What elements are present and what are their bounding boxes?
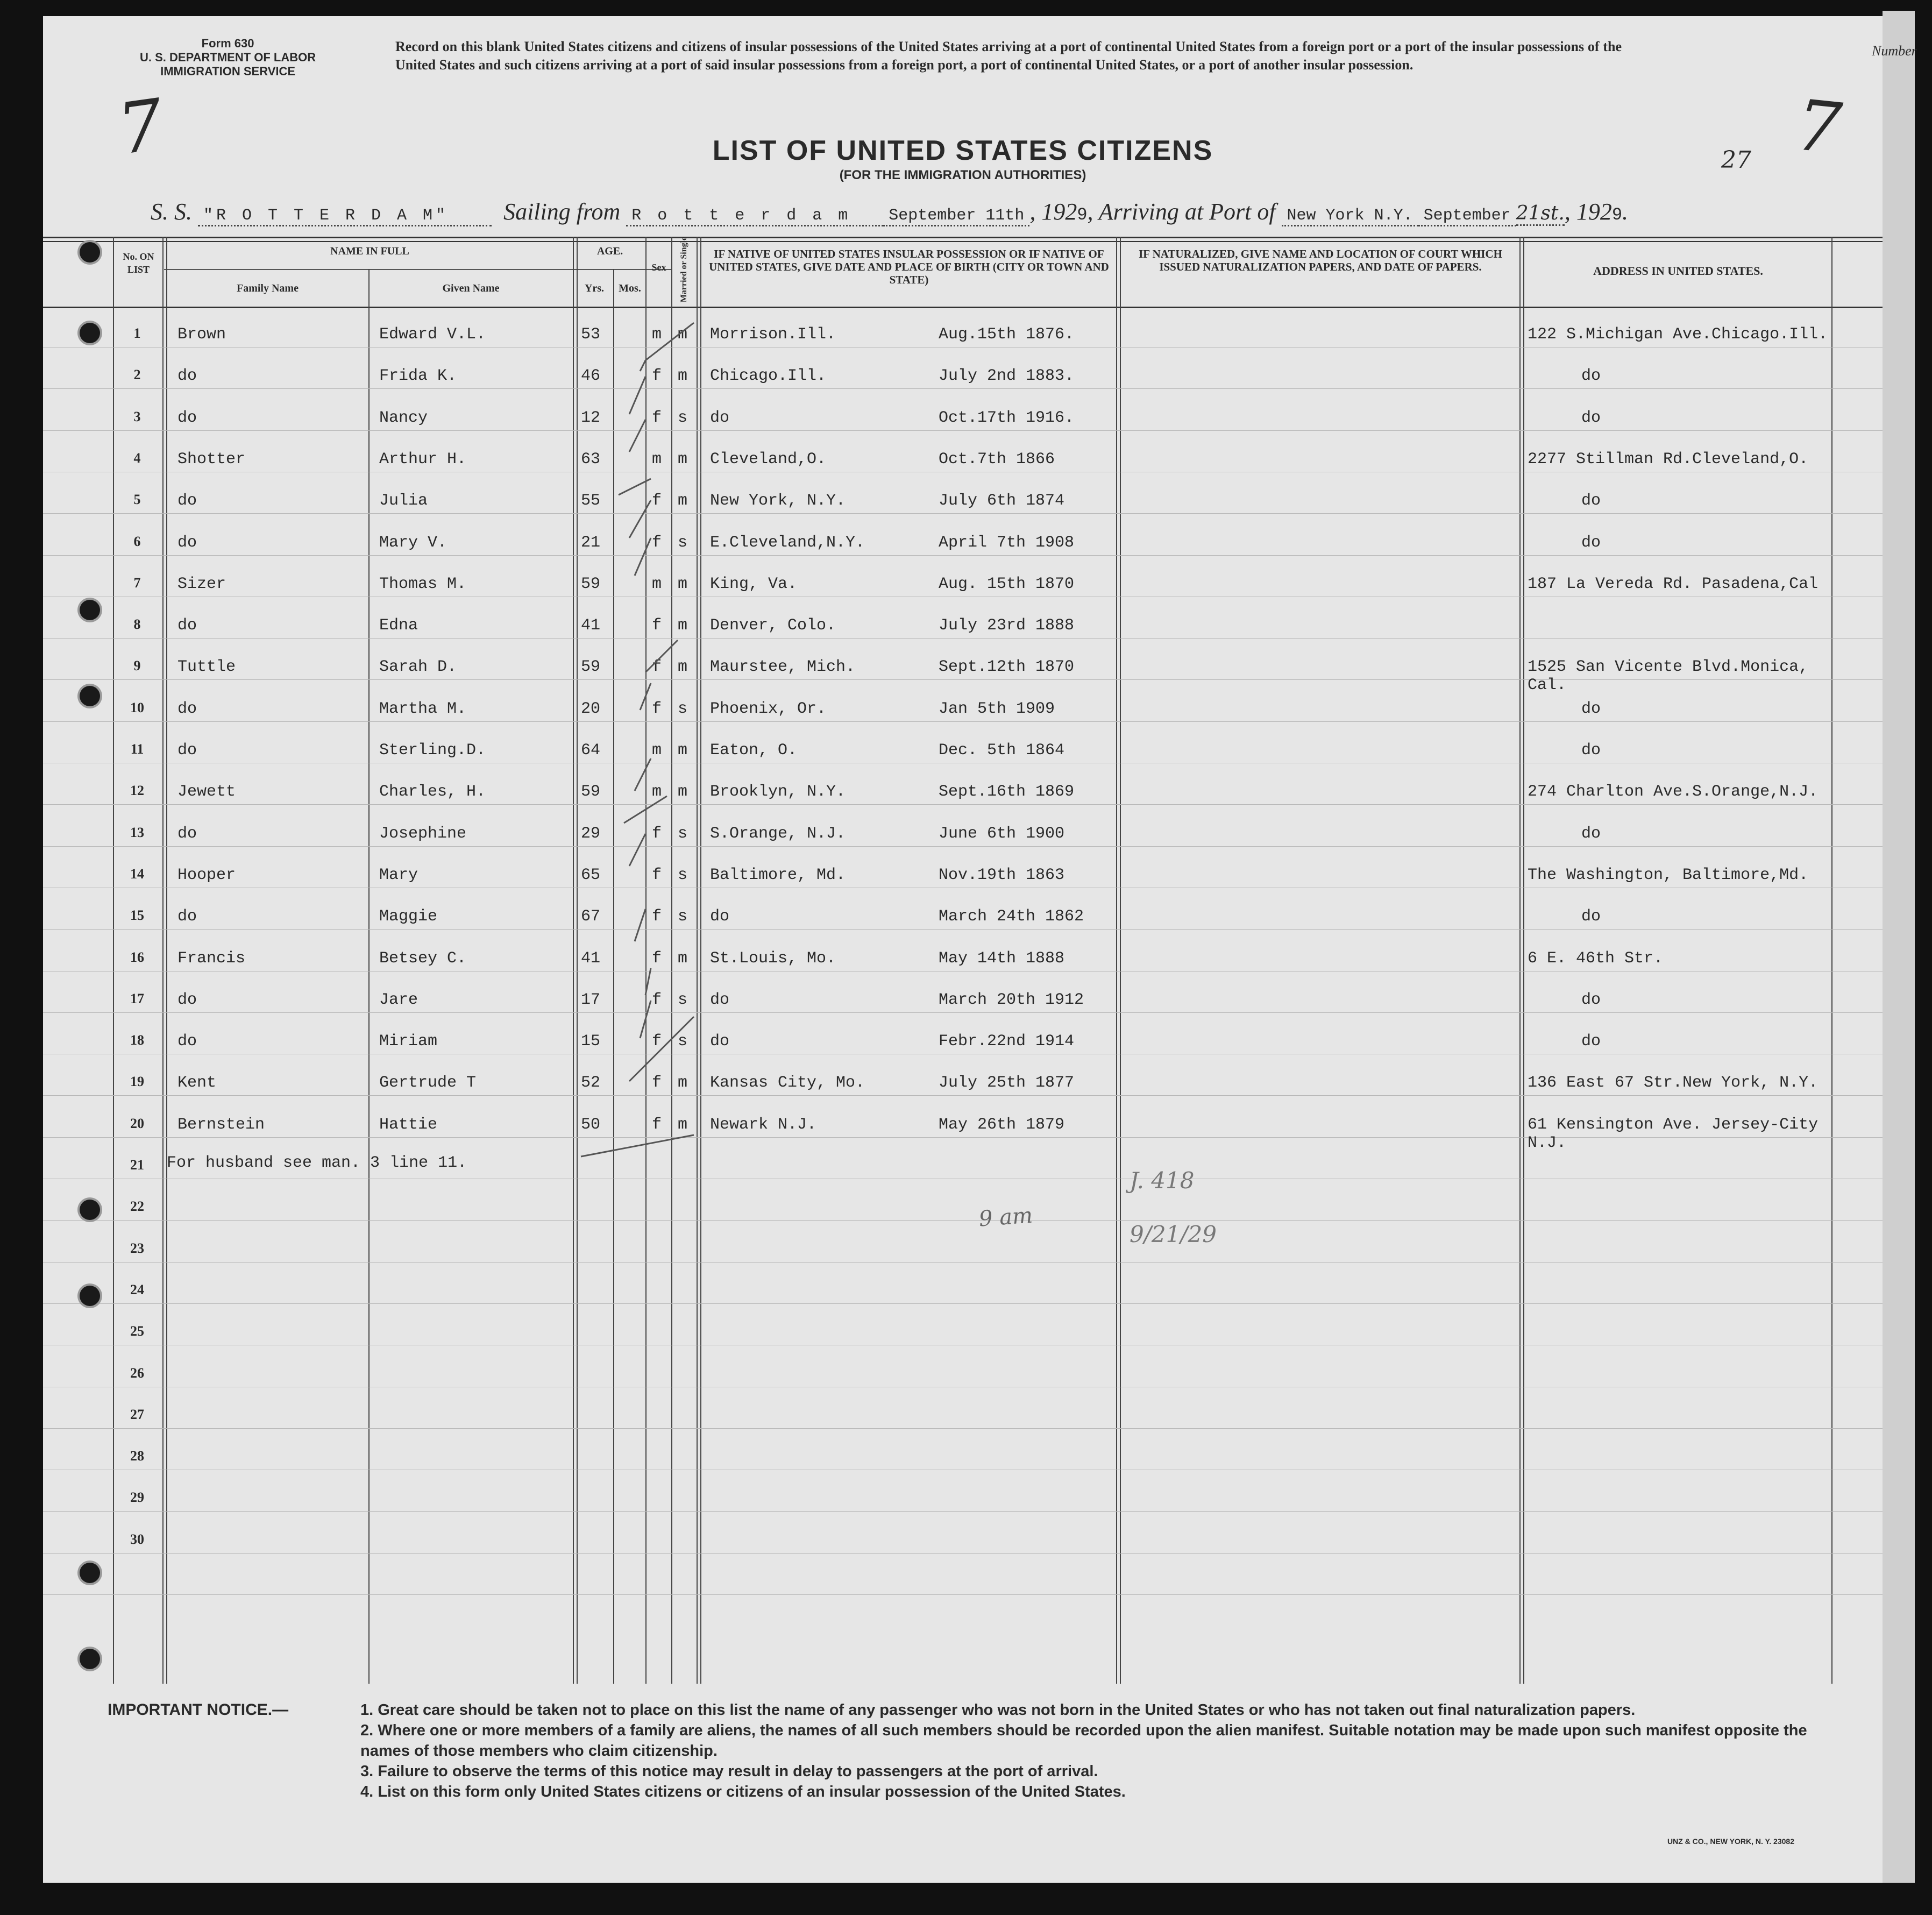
cell-age: 20 (581, 699, 601, 718)
cell-age: 15 (581, 1032, 601, 1051)
ruled-line (43, 1428, 1883, 1429)
form-title: LIST OF UNITED STATES CITIZENS (712, 135, 1213, 166)
cell-given: Edna (379, 616, 418, 635)
cell-place: Denver, Colo. (710, 616, 836, 635)
tick-mark (635, 758, 651, 791)
tick-mark (635, 538, 651, 576)
cell-ms: s (678, 533, 688, 552)
year-prefix-1: 192 (1041, 198, 1077, 225)
row-number: 18 (130, 1032, 144, 1048)
cell-place: St.Louis, Mo. (710, 949, 836, 968)
row-number: 20 (130, 1115, 144, 1131)
number-label: Number (1872, 43, 1917, 59)
table-row (43, 700, 1883, 742)
cell-date: July 25th 1877 (939, 1074, 1075, 1093)
cell-ms: m (678, 783, 688, 802)
row-number: 17 (130, 990, 144, 1006)
row-number: 15 (130, 907, 144, 924)
cell-date: Jan 5th 1909 (939, 699, 1055, 718)
cell-family: Brown (177, 325, 226, 344)
cell-address: do (1581, 408, 1601, 427)
header-sex: Sex (651, 262, 666, 273)
tick-mark (645, 968, 651, 995)
punch-hole (80, 1200, 100, 1220)
cell-address: 6 E. 46th Str. (1528, 949, 1664, 968)
table-row (43, 866, 1883, 908)
notice-item: 2. Where one or more members of a family are aliens, the names of all such members should be recorded upon the alien manifest. Suitable notation may be made upon such manifest opposite the names of those members who claim citizenship. (360, 1722, 1807, 1760)
cell-ms: m (678, 741, 688, 760)
year-prefix-2: 192 (1576, 198, 1612, 225)
cell-family: do (177, 1032, 197, 1051)
cell-ms: m (678, 450, 688, 469)
row-number: 22 (130, 1198, 144, 1215)
cell-sex: f (652, 949, 662, 968)
cell-ms: m (678, 574, 688, 593)
cell-ms: m (678, 367, 688, 386)
cell-address: 2277 Stillman Rd.Cleveland,O. (1528, 450, 1809, 469)
cell-family: do (177, 492, 197, 510)
punch-hole (80, 1286, 100, 1306)
cell-sex: f (652, 699, 662, 718)
row-number: 27 (130, 1406, 144, 1422)
row-number: 24 (130, 1281, 144, 1297)
cell-ms: m (678, 658, 688, 677)
row-number: 30 (130, 1531, 144, 1547)
cell-given: Sarah D. (379, 658, 457, 677)
cell-place: New York, N.Y. (710, 492, 846, 510)
row-number: 4 (133, 450, 141, 466)
cell-family: Hooper (177, 866, 236, 884)
row-number: 2 (133, 367, 141, 383)
header-no-on-list: No. ON LIST (123, 251, 154, 275)
cell-place: Phoenix, Or. (710, 699, 827, 718)
table-row (43, 450, 1883, 492)
ruled-line (43, 1303, 1883, 1304)
header-yrs: Yrs. (584, 282, 605, 294)
cell-date: July 6th 1874 (939, 492, 1065, 510)
cell-age: 21 (581, 533, 601, 552)
header-bottom-rule (43, 307, 1883, 308)
cell-age: 53 (581, 325, 601, 344)
cell-ms: m (678, 1115, 688, 1134)
cell-sex: m (652, 325, 662, 344)
cell-date: Aug. 15th 1870 (939, 574, 1075, 593)
cell-date: Oct.7th 1866 (939, 450, 1055, 469)
row-number: 29 (130, 1490, 144, 1506)
row-number: 7 (133, 574, 141, 591)
cell-family: do (177, 699, 197, 718)
cell-given: Edward V.L. (379, 325, 486, 344)
cell-given: Martha M. (379, 699, 467, 718)
table-row (43, 658, 1883, 700)
notice-item: 4. List on this form only United States citizens or citizens of an insular possession of the United States. (360, 1783, 1126, 1800)
department: U. S. DEPARTMENT OF LABOR (140, 51, 316, 64)
cell-place: Chicago.Ill. (710, 367, 827, 386)
date-to-day: 21st. (1516, 202, 1565, 226)
cell-address: do (1581, 741, 1601, 760)
cell-family: do (177, 616, 197, 635)
table-row (43, 492, 1883, 534)
cell-age: 29 (581, 824, 601, 843)
cell-sex: m (652, 450, 662, 469)
cell-age: 59 (581, 574, 601, 593)
header-name-in-full: NAME IN FULL (330, 245, 409, 257)
cell-address: The Washington, Baltimore,Md. (1528, 866, 1809, 884)
cell-given: Maggie (379, 907, 438, 926)
cell-family: Jewett (177, 783, 236, 802)
cell-sex: f (652, 533, 662, 552)
cell-ms: s (678, 990, 688, 1009)
form-number: Form 630 (201, 37, 254, 50)
header-address: ADDRESS IN UNITED STATES. (1593, 264, 1763, 278)
tick-marks (613, 317, 731, 1178)
ship-name: "R O T T E R D A M" (198, 207, 492, 226)
cell-address: 61 Kensington Ave. Jersey-City N.J. (1528, 1115, 1819, 1152)
ruled-line (43, 1594, 1883, 1595)
row-number: 1 (133, 325, 141, 341)
punch-hole (80, 686, 100, 706)
table-row (43, 949, 1883, 991)
cell-address: do (1581, 907, 1601, 926)
cell-address: do (1581, 367, 1601, 386)
page-number: 27 (1721, 146, 1751, 174)
service: IMMIGRATION SERVICE (160, 65, 296, 78)
cell-date: March 20th 1912 (939, 990, 1084, 1009)
cell-date: Febr.22nd 1914 (939, 1032, 1075, 1051)
cell-family: do (177, 824, 197, 843)
cell-ms: s (678, 866, 688, 884)
table-row (43, 1032, 1883, 1074)
row-20-note: For husband see man. 3 line 11. (167, 1154, 467, 1172)
cell-address: do (1581, 824, 1601, 843)
cell-family: do (177, 741, 197, 760)
tick-mark (635, 909, 645, 941)
cell-address: 187 La Vereda Rd. Pasadena,Cal (1528, 574, 1819, 593)
cell-date: Oct.17th 1916. (939, 408, 1075, 427)
form-identification (140, 37, 316, 79)
table-row (43, 825, 1883, 867)
cell-sex: f (652, 1115, 662, 1134)
cell-family: Francis (177, 949, 246, 968)
row-number: 8 (133, 616, 141, 633)
table-row (43, 575, 1883, 617)
cell-ms: s (678, 824, 688, 843)
intro-instructions: Record on this blank United States citizens and citizens of insular possessions of the United States arriving at a port of continental United States from a foreign port or a port of the insular possessions of the United States and such citizens arriving at a port of said insular possessions from a foreign port, a port of continental United States, or a port of another insular possession. (395, 39, 1622, 73)
cell-place: Newark N.J. (710, 1115, 817, 1134)
cell-given: Josephine (379, 824, 467, 843)
cell-ms: s (678, 907, 688, 926)
cell-ms: s (678, 1032, 688, 1051)
row-number: 11 (130, 741, 144, 757)
cell-date: Sept.12th 1870 (939, 658, 1075, 677)
sailing-from-label: Sailing from (503, 198, 621, 225)
cell-date: Aug.15th 1876. (939, 325, 1075, 344)
row-number: 19 (130, 1074, 144, 1090)
row-number: 9 (133, 658, 141, 674)
cell-given: Arthur H. (379, 450, 467, 469)
cell-age: 52 (581, 1074, 601, 1093)
cell-family: Bernstein (177, 1115, 265, 1134)
tick-mark (629, 1017, 694, 1081)
page-edge (1883, 11, 1915, 1883)
cell-age: 46 (581, 367, 601, 386)
cell-given: Miriam (379, 1032, 438, 1051)
table-row (43, 1074, 1883, 1116)
arriving-label: Arriving at Port of (1098, 198, 1276, 225)
row-number: 26 (130, 1365, 144, 1381)
cell-given: Gertrude T (379, 1074, 477, 1093)
cell-given: Sterling.D. (379, 741, 486, 760)
cell-place: Baltimore, Md. (710, 866, 846, 884)
cell-address: 122 S.Michigan Ave.Chicago.Ill. (1528, 325, 1828, 344)
table-row (43, 534, 1883, 576)
port-from: R o t t e r d a m (626, 207, 883, 226)
cell-given: Hattie (379, 1115, 438, 1134)
port-to: New York N.Y. (1282, 207, 1418, 226)
cell-date: May 14th 1888 (939, 949, 1065, 968)
cell-sex: f (652, 616, 662, 635)
cell-sex: f (652, 1032, 662, 1051)
cell-age: 41 (581, 949, 601, 968)
notice-item: 1. Great care should be taken not to place on this list the name of any passenger who was not born in the United States or who has not taken out final naturalization papers. (360, 1701, 1636, 1719)
punch-hole (80, 1649, 100, 1669)
cell-place: do (710, 1032, 730, 1051)
cell-age: 64 (581, 741, 601, 760)
ruled-line (43, 1511, 1883, 1512)
cell-family: do (177, 408, 197, 427)
cell-age: 59 (581, 658, 601, 677)
year-suffix-1: 9 (1077, 205, 1088, 225)
ruled-line (43, 1220, 1883, 1221)
cell-given: Julia (379, 492, 428, 510)
cell-age: 55 (581, 492, 601, 510)
tick-mark (645, 640, 678, 672)
cell-family: do (177, 367, 197, 386)
date-to-month: September (1418, 207, 1516, 226)
cell-place: Brooklyn, N.Y. (710, 783, 846, 802)
cell-age: 12 (581, 408, 601, 427)
row-number: 25 (130, 1323, 144, 1339)
cell-place: Morrison.Ill. (710, 325, 836, 344)
tick-mark (629, 377, 645, 414)
row-number: 10 (130, 699, 144, 715)
cell-given: Mary V. (379, 533, 448, 552)
table-row (43, 783, 1883, 825)
table-row (43, 616, 1883, 658)
cell-sex: f (652, 492, 662, 510)
cell-address: do (1581, 1032, 1601, 1051)
header-naturalized: IF NATURALIZED, GIVE NAME AND LOCATION OF COURT WHICH ISSUED NATURALIZATION PAPERS, AND DATE OF PAPERS. (1139, 247, 1502, 273)
cell-address: 1525 San Vicente Blvd.Monica, Cal. (1528, 658, 1809, 695)
cell-family: do (177, 533, 197, 552)
form-subtitle: (FOR THE IMMIGRATION AUTHORITIES) (839, 168, 1086, 182)
cell-date: July 2nd 1883. (939, 367, 1075, 386)
punch-hole (80, 323, 100, 343)
cell-date: May 26th 1879 (939, 1115, 1065, 1134)
cell-given: Betsey C. (379, 949, 467, 968)
cell-date: July 23rd 1888 (939, 616, 1075, 635)
header-given-name: Given Name (442, 282, 500, 294)
row-number: 23 (130, 1240, 144, 1256)
cell-age: 67 (581, 907, 601, 926)
handwritten-signature: J. 418 (1130, 1167, 1195, 1194)
ruled-line (43, 1553, 1883, 1554)
cell-given: Jare (379, 990, 418, 1009)
cell-address: 136 East 67 Str.New York, N.Y. (1528, 1074, 1819, 1093)
cell-age: 65 (581, 866, 601, 884)
cell-ms: m (678, 492, 688, 510)
cell-sex: f (652, 1074, 662, 1093)
tick-mark (640, 683, 651, 710)
cell-address: do (1581, 492, 1601, 510)
notice-items (360, 1700, 1829, 1802)
cell-ms: m (678, 325, 688, 344)
cell-sex: f (652, 658, 662, 677)
row-number: 5 (133, 492, 141, 508)
table-row (43, 325, 1883, 367)
cell-sex: m (652, 783, 662, 802)
cell-age: 17 (581, 990, 601, 1009)
cell-sex: f (652, 824, 662, 843)
cell-sex: m (652, 741, 662, 760)
date-from: September 11th (883, 207, 1029, 226)
cell-address: do (1581, 533, 1601, 552)
cell-ms: m (678, 1074, 688, 1093)
row-number: 21 (130, 1157, 144, 1173)
cell-age: 59 (581, 783, 601, 802)
cell-place: S.Orange, N.J. (710, 824, 846, 843)
cell-place: do (710, 408, 730, 427)
important-notice (108, 1700, 1829, 1802)
cell-given: Thomas M. (379, 574, 467, 593)
punch-hole (80, 1563, 100, 1583)
cell-date: April 7th 1908 (939, 533, 1075, 552)
name-header-rule (164, 269, 672, 270)
cell-date: June 6th 1900 (939, 824, 1065, 843)
manifest-page (43, 16, 1917, 1883)
cell-given: Charles, H. (379, 783, 486, 802)
cell-sex: f (652, 907, 662, 926)
row-number: 6 (133, 533, 141, 549)
cell-ms: s (678, 699, 688, 718)
ss-label: S. S. (151, 198, 192, 225)
cell-address: do (1581, 699, 1601, 718)
notice-lead: IMPORTANT NOTICE.— (108, 1701, 289, 1719)
table-top-rule-2 (43, 241, 1883, 242)
cell-date: March 24th 1862 (939, 907, 1084, 926)
cell-address: 274 Charlton Ave.S.Orange,N.J. (1528, 783, 1819, 802)
cell-sex: f (652, 990, 662, 1009)
cell-family: Tuttle (177, 658, 236, 677)
printer-imprint: UNZ & CO., NEW YORK, N. Y. 23082 (1667, 1837, 1794, 1846)
cell-place: Kansas City, Mo. (710, 1074, 865, 1093)
punch-hole (80, 242, 100, 263)
cell-age: 41 (581, 616, 601, 635)
row-number: 13 (130, 824, 144, 840)
cell-sex: m (652, 574, 662, 593)
voyage-line: S. S. "R O T T E R D A M" Sailing from R o t t e r d a m September 11th , 1929, Arriving at Port of New York N.Y. September 21st., 1929. (151, 198, 1628, 225)
header-mos: Mos. (619, 282, 641, 294)
cell-given: Nancy (379, 408, 428, 427)
cell-place: E.Cleveland,N.Y. (710, 533, 865, 552)
tick-mark (619, 479, 651, 495)
row-number: 16 (130, 949, 144, 965)
cell-date: Sept.16th 1869 (939, 783, 1075, 802)
tick-mark (640, 1001, 651, 1038)
handwritten-time: 9 am (978, 1203, 1034, 1232)
cell-family: Sizer (177, 574, 226, 593)
header-age: AGE. (596, 245, 623, 257)
cell-sex: f (652, 367, 662, 386)
cell-family: do (177, 990, 197, 1009)
cell-family: Kent (177, 1074, 217, 1093)
cell-ms: s (678, 408, 688, 427)
header-married-single: Married or Single (679, 236, 688, 303)
cell-place: do (710, 990, 730, 1009)
cell-date: Dec. 5th 1864 (939, 741, 1065, 760)
header-native-birth: IF NATIVE OF UNITED STATES INSULAR POSSESSION OR IF NATIVE OF UNITED STATES, GIVE DATE AND PLACE OF BIRTH (CITY OR TOWN AND STATE) (709, 247, 1109, 286)
handwritten-mark-right: 7 (1792, 84, 1845, 170)
cell-age: 63 (581, 450, 601, 469)
table-top-rule (43, 237, 1883, 238)
table-row (43, 1116, 1883, 1158)
row-number: 28 (130, 1448, 144, 1464)
punch-hole (80, 600, 100, 620)
row-number: 12 (130, 783, 144, 799)
cell-given: Mary (379, 866, 418, 884)
cell-given: Frida K. (379, 367, 457, 386)
cell-sex: f (652, 408, 662, 427)
cell-ms: m (678, 949, 688, 968)
cell-address: do (1581, 990, 1601, 1009)
tick-mark (629, 834, 645, 866)
cell-family: do (177, 907, 197, 926)
cell-date: Nov.19th 1863 (939, 866, 1065, 884)
cell-age: 50 (581, 1115, 601, 1134)
table-row (43, 367, 1883, 409)
tick-mark (624, 796, 667, 823)
tick-mark (629, 500, 651, 538)
tick-mark (640, 323, 694, 371)
cell-sex: f (652, 866, 662, 884)
table-row (43, 409, 1883, 451)
handwritten-mark-left: 7 (112, 83, 168, 171)
cell-ms: m (678, 616, 688, 635)
row-number: 14 (130, 866, 144, 882)
table-row (43, 991, 1883, 1033)
cell-family: Shotter (177, 450, 246, 469)
handwritten-date: 9/21/29 (1130, 1221, 1217, 1247)
cell-place: Cleveland,O. (710, 450, 827, 469)
cell-place: Eaton, O. (710, 741, 798, 760)
tick-mark (629, 420, 645, 452)
cell-place: King, Va. (710, 574, 798, 593)
notice-item: 3. Failure to observe the terms of this notice may result in delay to passengers at the port of arrival. (360, 1763, 1098, 1780)
row-number: 3 (133, 408, 141, 424)
header-family-name: Family Name (237, 282, 299, 294)
year-suffix-2: 9 (1611, 205, 1623, 225)
cell-place: Maurstee, Mich. (710, 658, 856, 677)
ruled-line (43, 1262, 1883, 1263)
cell-place: do (710, 907, 730, 926)
table-row (43, 741, 1883, 783)
table-row (43, 907, 1883, 949)
